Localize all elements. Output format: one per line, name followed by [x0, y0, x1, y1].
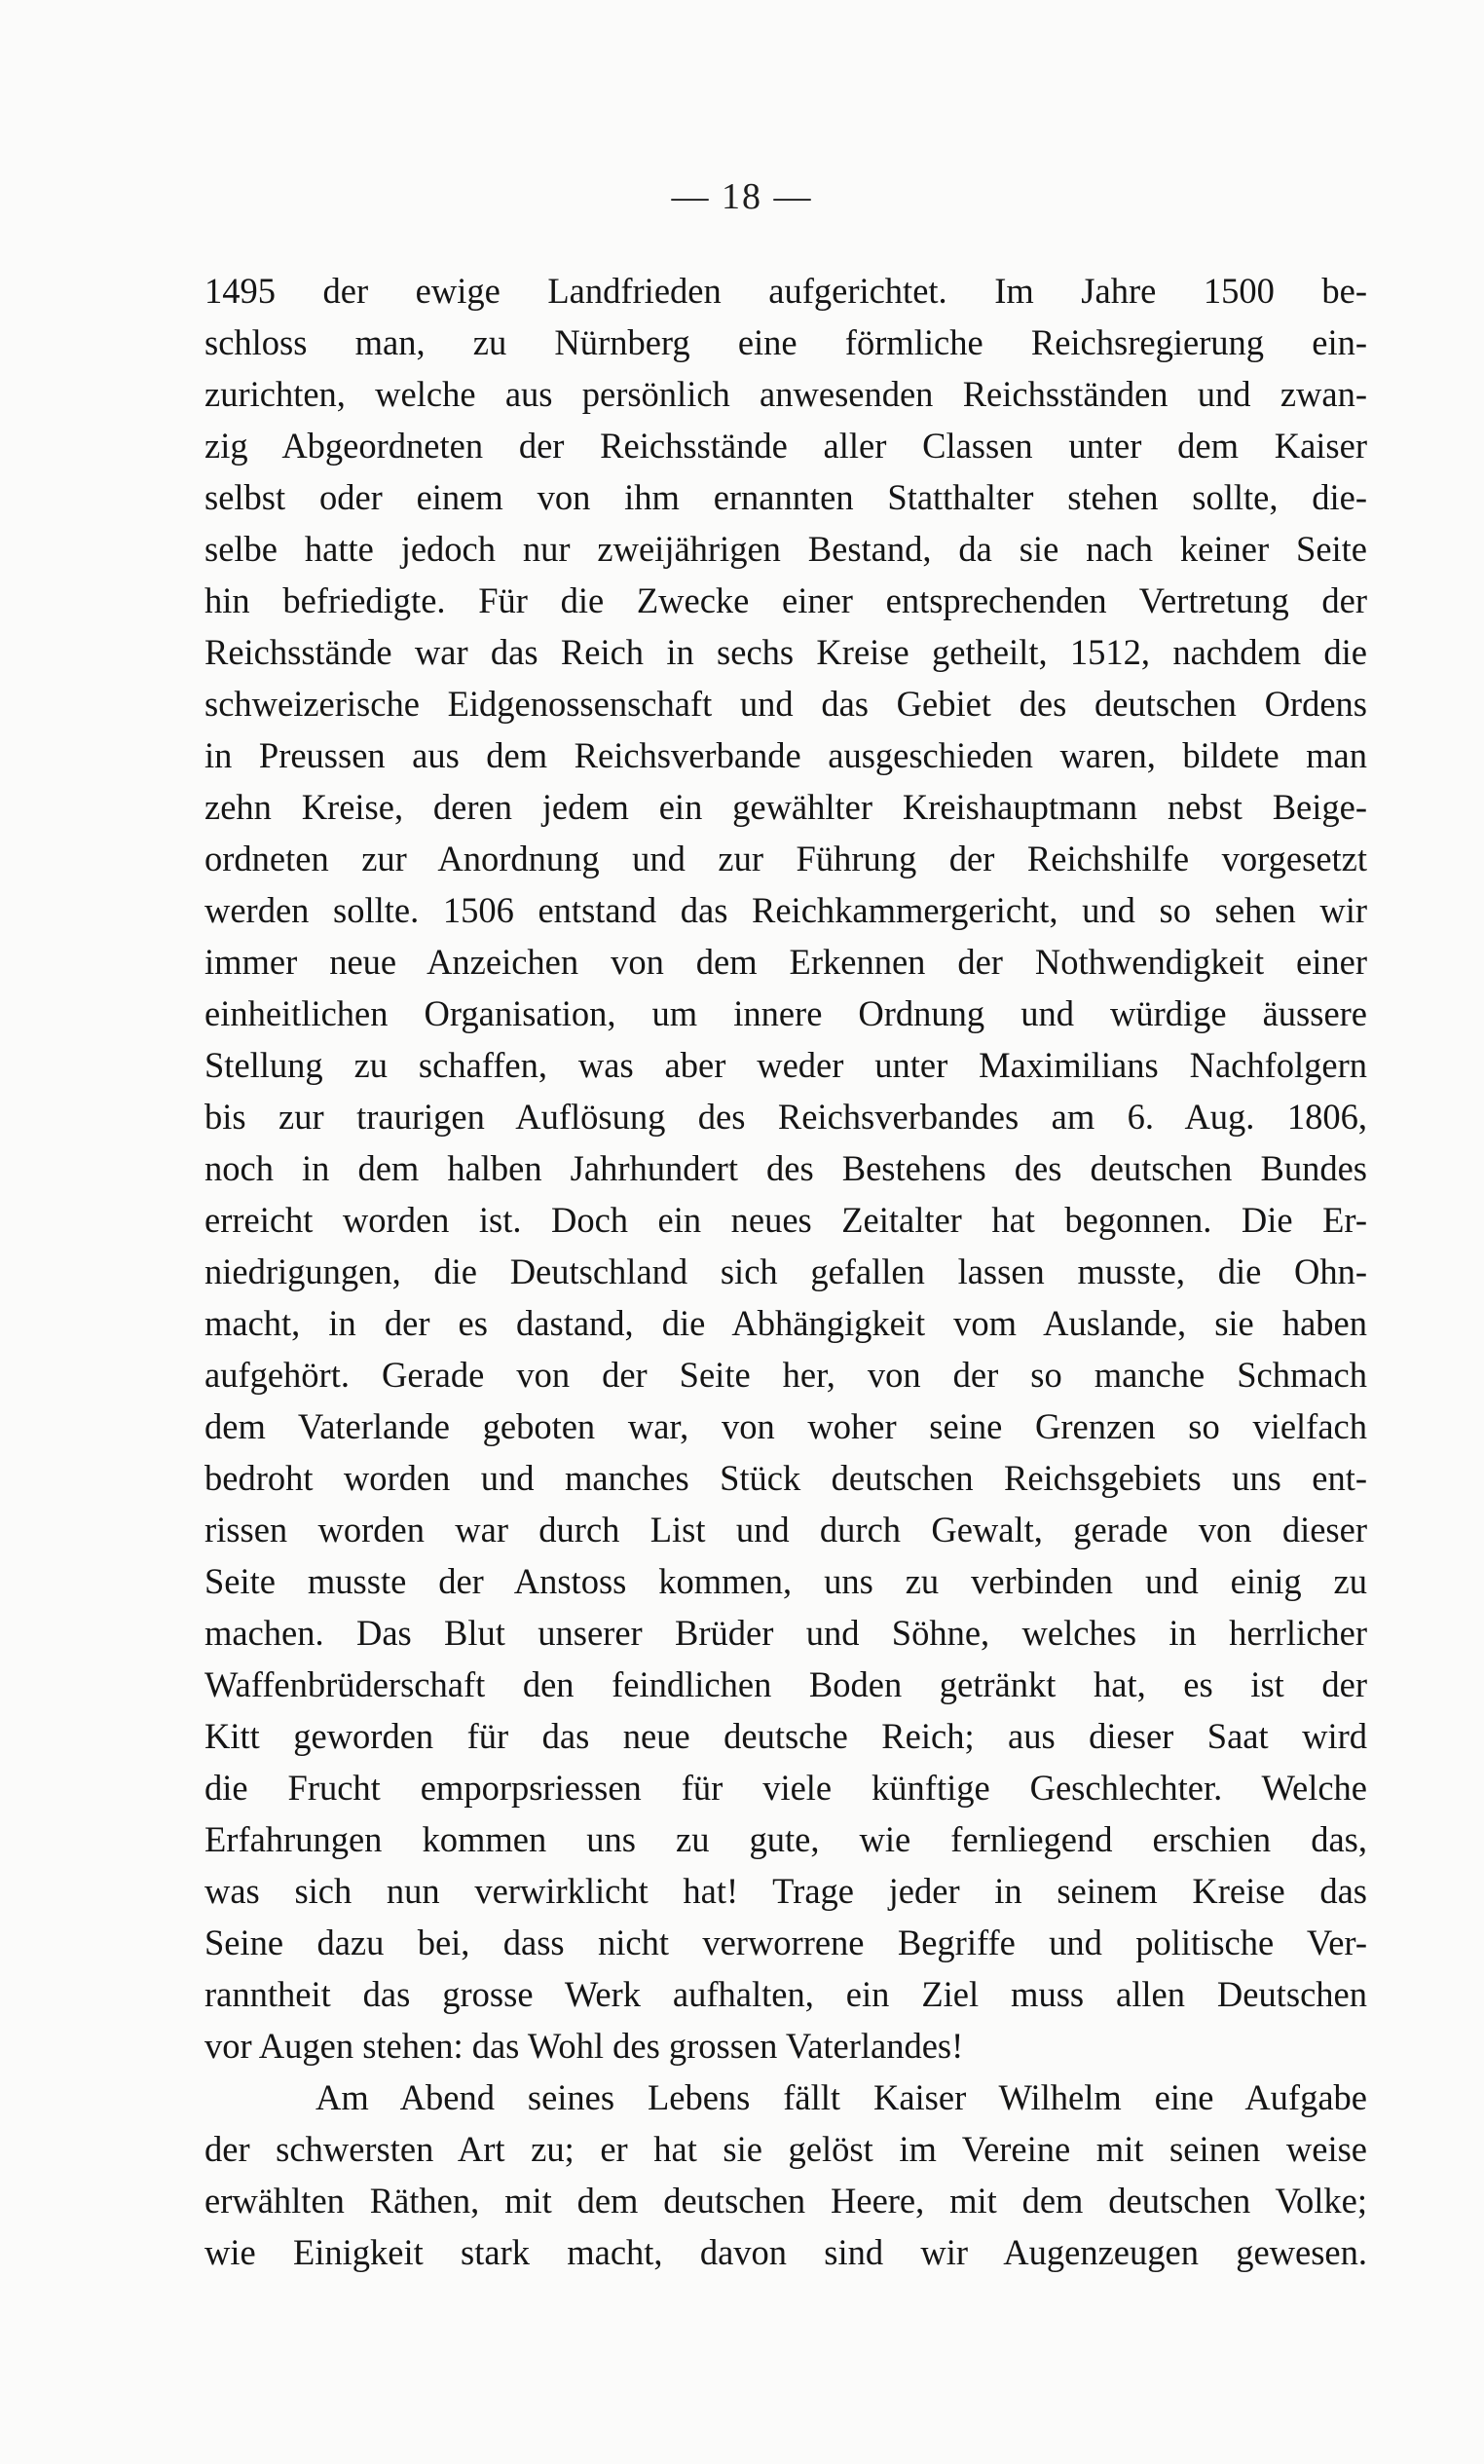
text-line: machen. Das Blut unserer Brüder und Söhne, welches in herrlicher [204, 1613, 1367, 1653]
text-line: noch in dem halben Jahrhundert des Bestehens des deutschen Bundes [204, 1148, 1367, 1188]
text-line: macht, in der es dastand, die Abhängigkeit vom Auslande, sie haben [204, 1303, 1367, 1343]
text-line: die Frucht emporpsriessen für viele künftige Geschlechter. Welche [204, 1768, 1367, 1808]
text-line: wie Einigkeit stark macht, davon sind wir Augenzeugen gewesen. [204, 2232, 1367, 2272]
text-line: erreicht worden ist. Doch ein neues Zeitalter hat begonnen. Die Er- [204, 1200, 1367, 1240]
text-line: ordneten zur Anordnung und zur Führung der Reichshilfe vorgesetzt [204, 839, 1367, 878]
text-line: zig Abgeordneten der Reichsstände aller Classen unter dem Kaiser [204, 426, 1367, 466]
text-line: zurichten, welche aus persönlich anwesenden Reichsständen und zwan- [204, 374, 1367, 414]
text-line: rissen worden war durch List und durch Gewalt, gerade von dieser [204, 1510, 1367, 1549]
text-line: Stellung zu schaffen, was aber weder unter Maximilians Nachfolgern [204, 1045, 1367, 1085]
text-line: selbe hatte jedoch nur zweijährigen Bestand, da sie nach keiner Seite [204, 529, 1367, 569]
text-line: zehn Kreise, deren jedem ein gewählter Kreishauptmann nebst Beige- [204, 787, 1367, 827]
text-line: Reichsstände war das Reich in sechs Kreise getheilt, 1512, nachdem die [204, 632, 1367, 672]
text-line: schweizerische Eidgenossenschaft und das Gebiet des deutschen Ordens [204, 684, 1367, 724]
text-line: selbst oder einem von ihm ernannten Statthalter stehen sollte, die- [204, 477, 1367, 517]
body-text [204, 265, 1367, 2278]
text-line: einheitlichen Organisation, um innere Ordnung und würdige äussere [204, 993, 1367, 1033]
text-line: Kitt geworden für das neue deutsche Reich; aus dieser Saat wird [204, 1716, 1367, 1756]
text-line: niedrigungen, die Deutschland sich gefallen lassen musste, die Ohn- [204, 1251, 1367, 1291]
text-line: hin befriedigte. Für die Zwecke einer entsprechenden Vertretung der [204, 580, 1367, 620]
text-line: Seine dazu bei, dass nicht verworrene Begriffe und politische Ver- [204, 1923, 1367, 1962]
page-number: — 18 — [671, 176, 813, 217]
text-line: Am Abend seines Lebens fällt Kaiser Wilhelm eine Aufgabe [315, 2077, 1367, 2117]
text-line: bedroht worden und manches Stück deutschen Reichsgebiets uns ent- [204, 1458, 1367, 1498]
text-line: ranntheit das grosse Werk aufhalten, ein Ziel muss allen Deutschen [204, 1974, 1367, 2014]
text-line: Erfahrungen kommen uns zu gute, wie fernliegend erschien das, [204, 1819, 1367, 1859]
text-line: 1495 der ewige Landfrieden aufgerichtet. Im Jahre 1500 be- [204, 271, 1367, 311]
text-line: werden sollte. 1506 entstand das Reichkammergericht, und so sehen wir [204, 890, 1367, 930]
text-line: Seite musste der Anstoss kommen, uns zu verbinden und einig zu [204, 1561, 1367, 1601]
text-line: was sich nun verwirklicht hat! Trage jeder in seinem Kreise das [204, 1871, 1367, 1911]
text-line: in Preussen aus dem Reichsverbande ausgeschieden waren, bildete man [204, 735, 1367, 775]
text-line: schloss man, zu Nürnberg eine förmliche Reichsregierung ein- [204, 322, 1367, 362]
text-line: immer neue Anzeichen von dem Erkennen der Nothwendigkeit einer [204, 942, 1367, 982]
text-line: erwählten Räthen, mit dem deutschen Heere, mit dem deutschen Volke; [204, 2181, 1367, 2221]
text-line: dem Vaterlande geboten war, von woher seine Grenzen so vielfach [204, 1406, 1367, 1446]
text-line: vor Augen stehen: das Wohl des grossen Vaterlandes! [204, 2026, 964, 2066]
text-line: aufgehört. Gerade von der Seite her, von der so manche Schmach [204, 1355, 1367, 1395]
text-line: bis zur traurigen Auflösung des Reichsverbandes am 6. Aug. 1806, [204, 1097, 1367, 1137]
text-line: der schwersten Art zu; er hat sie gelöst im Vereine mit seinen weise [204, 2129, 1367, 2169]
text-line: Waffenbrüderschaft den feindlichen Boden getränkt hat, es ist der [204, 1664, 1367, 1704]
